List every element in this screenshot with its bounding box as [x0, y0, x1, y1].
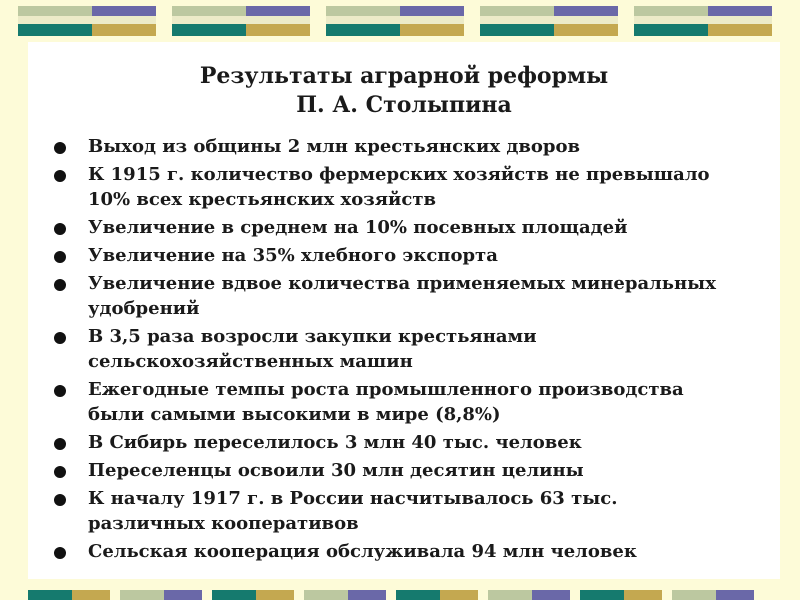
list-item [50, 539, 740, 564]
bullet-icon [54, 223, 66, 235]
list-item-text: Ежегодные темпы роста промышленного производства были самыми высокими в мире (8,8%) [88, 379, 684, 425]
bullet-icon [54, 332, 66, 344]
band-tile [326, 6, 464, 36]
band-tile [488, 590, 570, 600]
band-tile [120, 590, 202, 600]
bullet-icon [54, 170, 66, 182]
list-item [50, 377, 740, 427]
band-tile [480, 6, 618, 36]
list-item [50, 215, 740, 240]
bullet-icon [54, 466, 66, 478]
list-item [50, 486, 740, 536]
bullet-icon [54, 251, 66, 263]
title-line-2: П. А. Столыпина [296, 92, 512, 118]
bullet-icon [54, 279, 66, 291]
list-item-text: Увеличение на 35% хлебного экспорта [88, 245, 498, 266]
band-tile [28, 590, 110, 600]
band-tile [212, 590, 294, 600]
list-item-text: В Сибирь переселилось 3 млн 40 тыс. человек [88, 432, 582, 453]
band-tile [172, 6, 310, 36]
band-tile [672, 590, 754, 600]
bullet-icon [54, 547, 66, 559]
list-item [50, 430, 740, 455]
list-item [50, 243, 740, 268]
band-tile [304, 590, 386, 600]
list-item-text: Сельская кооперация обслуживала 94 млн человек [88, 541, 637, 562]
list-item-text: Увеличение в среднем на 10% посевных площадей [88, 217, 628, 238]
band-tile [634, 6, 772, 36]
band-tile [18, 6, 156, 36]
band-tile [580, 590, 662, 600]
list-item-text: К началу 1917 г. в России насчитывалось 63 тыс. различных кооперативов [88, 488, 618, 534]
results-list [50, 134, 740, 567]
list-item [50, 134, 740, 159]
slide-title [28, 62, 780, 120]
list-item-text: Переселенцы освоили 30 млн десятин целины [88, 460, 584, 481]
list-item [50, 271, 740, 321]
bullet-icon [54, 494, 66, 506]
list-item-text: К 1915 г. количество фермерских хозяйств не превышало 10% всех крестьянских хозяйств [88, 164, 710, 210]
bullet-icon [54, 142, 66, 154]
bottom-decorative-band [28, 590, 780, 600]
list-item-text: Увеличение вдвое количества применяемых минеральных удобрений [88, 273, 716, 319]
band-tile [396, 590, 478, 600]
bullet-icon [54, 385, 66, 397]
list-item-text: В 3,5 раза возросли закупки крестьянами сельскохозяйственных машин [88, 326, 537, 372]
list-item [50, 324, 740, 374]
list-item-text: Выход из общины 2 млн крестьянских дворов [88, 136, 581, 157]
bullet-icon [54, 438, 66, 450]
title-line-1: Результаты аграрной реформы [199, 63, 609, 89]
list-item [50, 458, 740, 483]
content-card [28, 42, 780, 579]
list-item [50, 162, 740, 212]
top-decorative-band [18, 6, 783, 36]
